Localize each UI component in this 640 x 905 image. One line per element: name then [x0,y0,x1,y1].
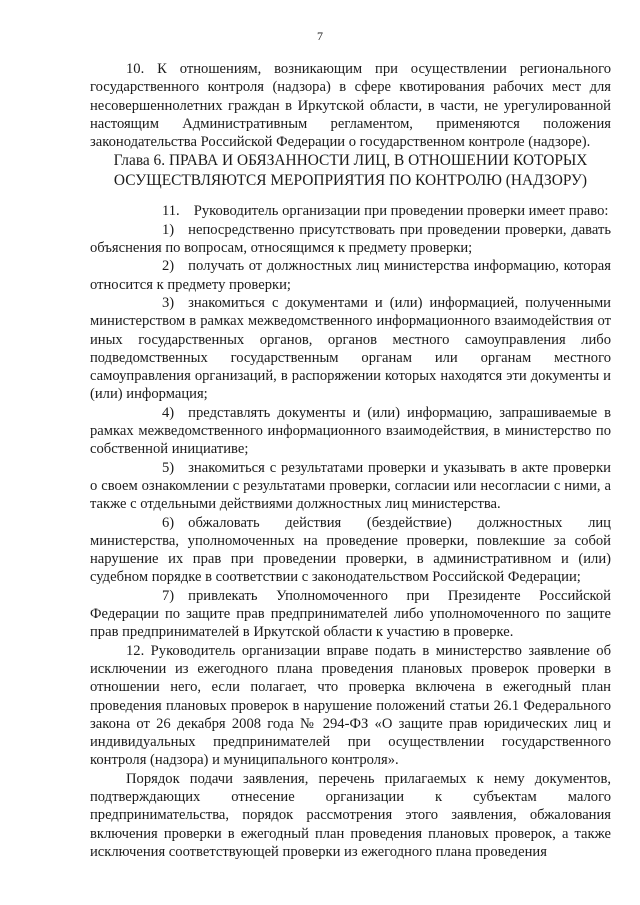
list-item-7 [90,587,611,642]
list-item-text: получать от должностных лиц министерства информацию, которая относится к предмету проверки; [90,258,611,293]
list-item-6 [90,514,611,587]
paragraph-text: Руководитель организации при проведении проверки имеет право: [193,203,609,220]
list-item-3 [90,294,611,404]
spacer [90,190,611,202]
list-item-number: 4) [162,404,175,421]
list-item-number: 6) [162,514,175,531]
list-item-1 [90,221,611,258]
list-item-text: знакомиться с результатами проверки и указывать в акте проверки о своем ознакомлении с результатами проверки, согласии или несогласии с ними, а также с отдельными действиями должностных лиц министерства. [90,459,611,513]
list-item-2 [90,257,611,294]
list-item-number: 3) [162,294,175,311]
list-item-number: 1) [162,221,175,238]
list-item-4 [90,404,611,459]
paragraph-10: 10. К отношениям, возникающим при осуществлении регионального государственного контроля (надзора) в сфере квотирования рабочих мест для несовершеннолетних граждан в Иркутской области, в части, не урегулированной настоящим Административным регламентом, применяются положения законодательства Российской Федерации о государственном контроле (надзоре). [90,61,611,151]
list-item-text: привлекать Уполномоченного при Президенте Российской Федерации по защите прав предпринимателей либо уполномоченного по защите прав предпринимателей в Иркутской области к участию в проверке. [90,587,611,641]
list-item-number: 5) [162,459,175,476]
list-item-text: непосредственно присутствовать при проведении проверки, давать объяснения по вопросам, относящимся к предмету проверки; [90,221,611,257]
list-item-text: представлять документы и (или) информацию, запрашиваемые в рамках межведомственного информационного взаимодействия, в министерство по собственной инициативе; [90,404,611,458]
chapter-title-line1: Глава 6. ПРАВА И ОБЯЗАННОСТИ ЛИЦ, В ОТНОШЕНИИ КОТОРЫХ [113,152,588,170]
paragraph-12: 12. Руководитель организации вправе подать в министерство заявление об исключении из ежегодного плана проведения плановых проверок проверки в отношении него, если полагает, что проверка включена в ежегодный план проведения плановых проверок в нарушение положений статьи 26.1 Федерального закона от 26 декабря 2008 года № 294-ФЗ «О защите прав юридических лиц и индивидуальных предпринимателей при осуществлении государственного контроля (надзора) и муниципального контроля». [90,642,611,769]
document-body [90,60,611,861]
list-item-5 [90,459,611,514]
list-item-text: обжаловать действия (бездействие) должностных лиц министерства, уполномоченных на проведение проверки, повлекшие за собой нарушение их прав при проведении проверки, в административном и (или) судебном порядке в соответствии с законодательством Российской Федерации; [90,514,611,586]
list-item-number: 2) [162,258,175,275]
page-number: 7 [317,29,323,43]
paragraph-order: Порядок подачи заявления, перечень прилагаемых к нему документов, подтверждающих отнесение организации к субъектам малого предпринимательства, порядок рассмотрения этого заявления, обжалования включения проверки в ежегодный план проведения плановых проверок, а также исключения соответствующей проверки из ежегодного плана проведения [90,770,611,860]
paragraph-number: 11. [162,203,180,220]
paragraph-11-intro [90,202,611,220]
list-item-number: 7) [162,587,175,604]
list-item-text: знакомиться с документами и (или) информацией, полученными министерством в рамках межведомственного информационного взаимодействия от иных государственных органов, органов местного самоуправления либо подведомственных государственным органам или органам местного самоуправления организаций, в распоряжении которых находятся эти документы и (или) информация; [90,294,611,403]
chapter-title [90,151,611,190]
chapter-title-line2: ОСУЩЕСТВЛЯЮТСЯ МЕРОПРИЯТИЯ ПО КОНТРОЛЮ (НАДЗОРУ) [113,171,588,189]
